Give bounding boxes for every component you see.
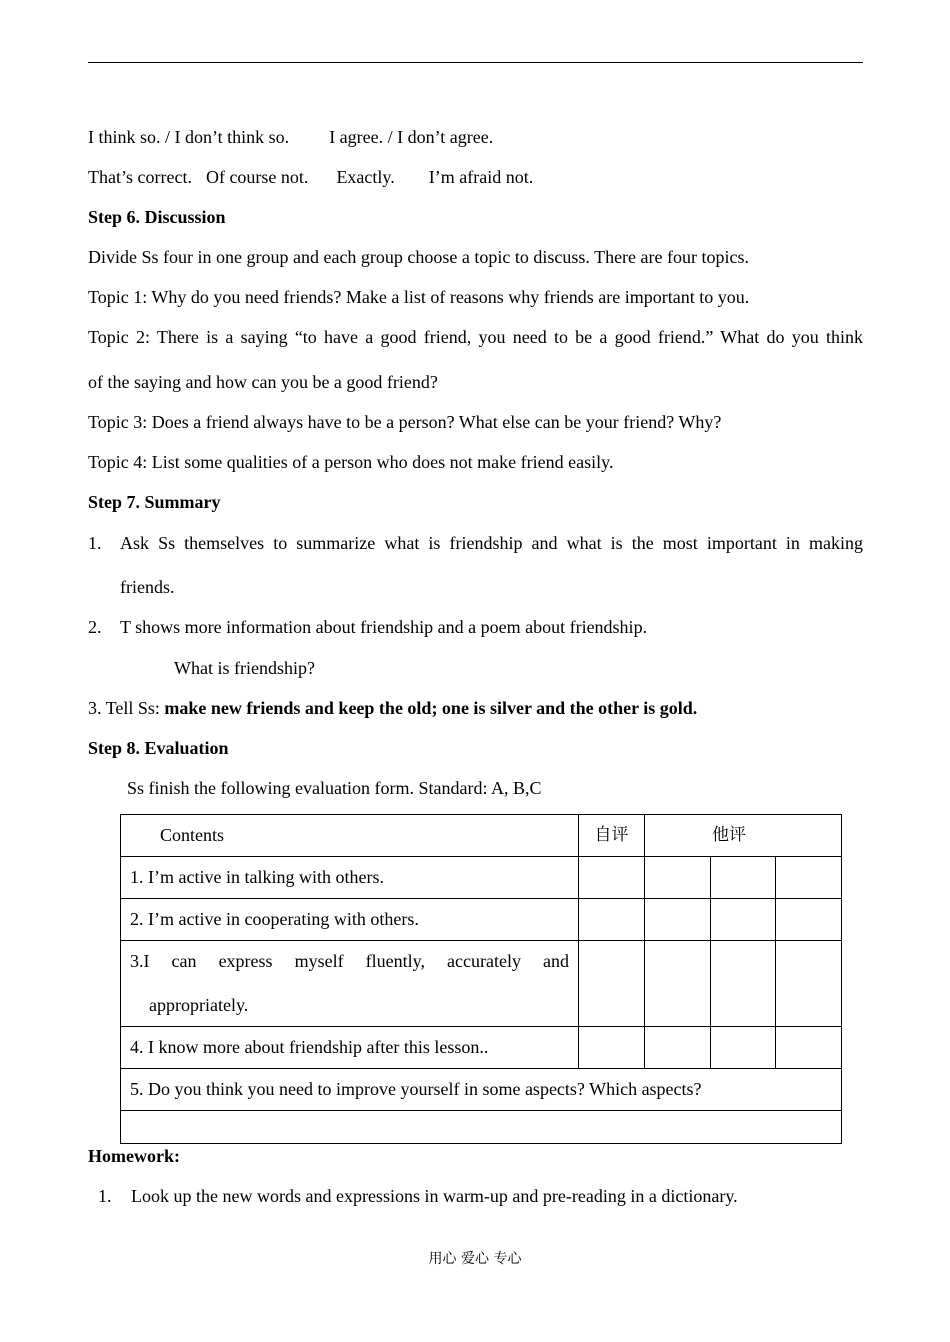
homework-item-1-number: 1. [98,1186,112,1206]
peer-score-cell[interactable] [776,899,842,941]
row-5-text: 5. Do you think you need to improve yourself in some aspects? Which aspects? [130,1079,702,1099]
summary-item-3-motto: make new friends and keep the old; one is silver and the other is gold. [164,698,698,718]
header-contents: Contents [160,825,225,845]
table-row [121,1069,842,1111]
header-self-cell [579,815,645,857]
evaluation-table [120,814,842,1144]
header-others-cell [645,815,842,857]
summary-item-2: T shows more information about friendship and a poem about friendship. [120,617,648,637]
phrase: Of course not. [205,167,309,187]
peer-score-cell[interactable] [776,857,842,899]
summary-item-1-number: 1. [88,533,102,553]
row-4-text: 4. I know more about friendship after this lesson.. [130,1037,489,1057]
answer-cell[interactable] [121,1111,842,1144]
phrases-row-2 [88,166,533,188]
table-row [121,857,842,899]
step8-heading: Step 8. Evaluation [88,738,229,758]
peer-score-cell[interactable] [711,1027,776,1069]
phrase: I agree. / I don’t agree. [329,127,494,147]
row-3-text-line-2: appropriately. [149,995,249,1015]
row-content-cell [121,857,579,899]
table-header-row [121,815,842,857]
step6-intro: Divide Ss four in one group and each group choose a topic to discuss. There are four topics. [88,247,749,267]
topic-4: Topic 4: List some qualities of a person who does not make friend easily. [88,452,614,472]
phrases-row-1 [88,126,493,148]
self-score-cell[interactable] [579,899,645,941]
row-content-cell [121,899,579,941]
header-self-evaluation: 自评 [594,825,629,845]
self-score-cell[interactable] [579,1027,645,1069]
summary-item-3-prefix: 3. Tell Ss: [88,698,165,718]
row-content-cell [121,1069,842,1111]
table-row [121,941,842,1027]
phrase: That’s correct. [88,167,192,187]
summary-item-1-line-1: Ask Ss themselves to summarize what is friendship and what is the most important in making [120,533,863,553]
peer-score-cell[interactable] [645,899,711,941]
row-content-cell [121,1027,579,1069]
row-2-text: 2. I’m active in cooperating with others. [130,909,419,929]
header-peer-evaluation: 他评 [712,825,746,845]
step6-heading: Step 6. Discussion [88,207,226,227]
topic-2-line-1: Topic 2: There is a saying “to have a good friend, you need to be a good friend.” What do you think [88,327,863,347]
peer-score-cell[interactable] [645,857,711,899]
peer-score-cell[interactable] [711,941,776,1027]
phrase: I think so. / I don’t think so. [88,127,290,147]
table-row-answer [121,1111,842,1144]
table-row [121,1027,842,1069]
row-content-cell [121,941,579,1027]
peer-score-cell[interactable] [711,899,776,941]
topic-2-line-2: of the saying and how can you be a good friend? [88,372,438,392]
phrase: I’m afraid not. [428,167,534,187]
step8-intro: Ss finish the following evaluation form. Standard: A, B,C [127,778,542,798]
self-score-cell[interactable] [579,857,645,899]
topic-3: Topic 3: Does a friend always have to be a person? What else can be your friend? Why? [88,412,722,432]
step7-heading: Step 7. Summary [88,492,221,512]
row-1-text: 1. I’m active in talking with others. [130,867,384,887]
page-footer: 用心 爱心 专心 [428,1251,522,1267]
summary-item-3 [88,697,697,719]
header-contents-cell [121,815,579,857]
homework-heading: Homework: [88,1146,180,1166]
topic-1: Topic 1: Why do you need friends? Make a list of reasons why friends are important to you. [88,287,750,307]
table-row [121,899,842,941]
phrase: Exactly. [336,167,395,187]
summary-item-1-line-2: friends. [120,577,175,597]
peer-score-cell[interactable] [711,857,776,899]
homework-item-1: Look up the new words and expressions in warm-up and pre-reading in a dictionary. [131,1186,738,1206]
peer-score-cell[interactable] [776,1027,842,1069]
row-3-text-line-1: 3.I can express myself fluently, accurately and [130,951,569,971]
header-rule [88,62,863,63]
self-score-cell[interactable] [579,941,645,1027]
peer-score-cell[interactable] [645,941,711,1027]
peer-score-cell[interactable] [645,1027,711,1069]
summary-item-2-number: 2. [88,617,102,637]
peer-score-cell[interactable] [776,941,842,1027]
poem-title: What is friendship? [174,658,315,678]
